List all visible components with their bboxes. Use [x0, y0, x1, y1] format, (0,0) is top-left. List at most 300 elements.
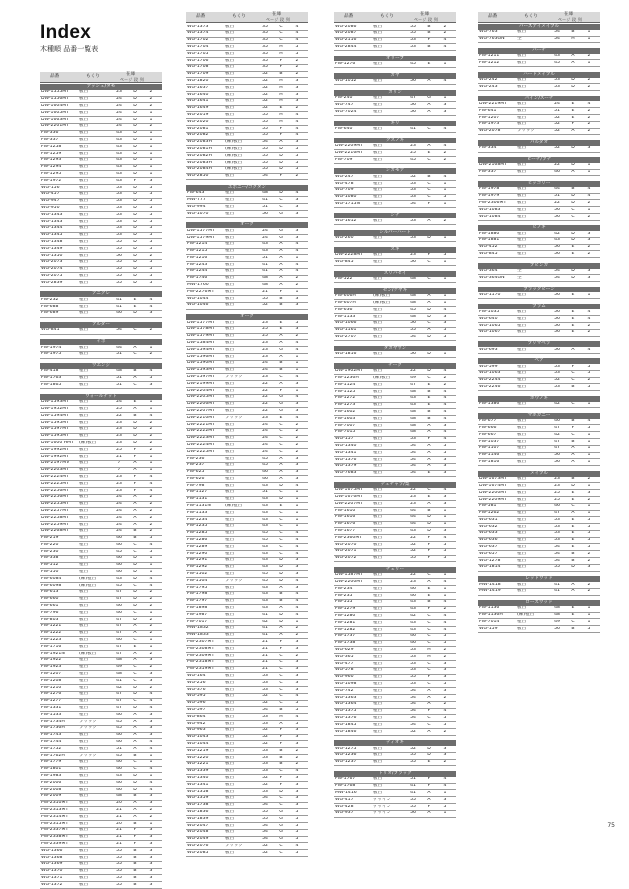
cell-hinban: DW-2201MT: [41, 124, 70, 129]
cell-retsu: 2: [295, 442, 299, 447]
table-row: [186, 470, 308, 477]
cell-retsu: 4: [443, 777, 447, 782]
cell-retsu: 5: [443, 195, 447, 200]
section-header: ローズウッド: [478, 600, 600, 606]
cell-hinban: WG-1368: [41, 855, 63, 860]
cell-dan: F: [427, 535, 431, 540]
cell-mokume: 板目: [225, 606, 235, 611]
cell-page: 46: [116, 760, 122, 765]
cell-mokume: 板目: [79, 219, 89, 224]
cell-retsu: 5: [443, 634, 447, 639]
cell-hinban: DW-2259MT: [41, 522, 70, 527]
cell-dan: B: [279, 748, 283, 753]
cell-hinban: FW-643: [187, 191, 205, 196]
cell-dan: F: [279, 728, 283, 733]
cell-retsu: 3: [149, 311, 153, 316]
cell-page: 22: [262, 388, 268, 393]
cell-retsu: 3: [295, 140, 299, 145]
table-row: [478, 613, 600, 620]
cell-retsu: 4: [443, 144, 447, 149]
cell-hinban: FW-1974: [41, 345, 62, 350]
cell-hinban: FW-1223: [41, 638, 62, 643]
table-row: [334, 102, 456, 109]
cell-retsu: 2: [295, 72, 299, 77]
table-row: [478, 84, 600, 91]
cell-dan: B: [427, 416, 431, 421]
cell-retsu: 2: [587, 78, 591, 83]
cell-mokume: 板目: [225, 612, 235, 617]
cell-dan: D: [571, 238, 575, 243]
cell-hinban: PW-2315MT: [41, 821, 69, 826]
table-row: [40, 841, 162, 848]
cell-page: 43: [262, 558, 268, 563]
cell-dan: A: [279, 255, 283, 260]
cell-mokume: 板目: [225, 714, 235, 719]
cell-mokume: 柾目: [373, 722, 383, 727]
table-row: [478, 347, 600, 354]
page-number: 75: [607, 822, 615, 829]
section-header: シカモア: [334, 168, 456, 174]
cell-dan: F: [133, 481, 137, 486]
cell-page: 23: [262, 374, 268, 379]
cell-retsu: 3: [587, 269, 591, 274]
cell-hinban: WG-242: [479, 78, 498, 83]
cell-mokume: 板目: [79, 733, 89, 738]
cell-page: 21: [116, 828, 122, 833]
cell-page: 46: [116, 712, 122, 717]
cell-page: 56: [554, 214, 560, 219]
cell-dan: E: [279, 327, 283, 332]
cell-mokume: 板目: [517, 497, 527, 502]
cell-dan: C: [571, 214, 575, 219]
cell-mokume: 板目: [225, 646, 235, 651]
table-row: [334, 811, 456, 818]
cell-hinban: WG-596: [187, 701, 206, 706]
cell-dan: C: [279, 38, 283, 43]
cell-mokume: 板目: [79, 454, 89, 459]
cell-page: 48: [554, 606, 560, 611]
cell-retsu: 5: [149, 246, 153, 251]
cell-retsu: 1: [295, 354, 299, 359]
table-row: [40, 382, 162, 389]
cell-hinban: DW-1579MT: [187, 235, 216, 240]
table-row: [186, 558, 308, 565]
cell-page: 22: [410, 535, 416, 540]
cell-dan: D: [279, 565, 283, 570]
cell-hinban: FW-7014: [479, 620, 500, 625]
cell-retsu: 1: [149, 171, 153, 176]
cell-page: 54: [410, 722, 416, 727]
cell-hinban: FW-1295: [41, 171, 62, 176]
cell-mokume: 板目: [225, 283, 235, 288]
table-row: [40, 151, 162, 158]
cell-mokume: 柾目: [373, 593, 383, 598]
cell-hinban: DW-2209MT: [479, 497, 508, 502]
cell-hinban: WG-960: [335, 675, 354, 680]
cell-page: 44: [116, 345, 122, 350]
cell-hinban: WG-994: [187, 204, 206, 209]
cell-hinban: DW-1673MT: [479, 477, 508, 482]
cell-page: 22: [554, 163, 560, 168]
cell-page: 55: [262, 809, 268, 814]
cell-retsu: 2: [443, 219, 447, 224]
cell-hinban: WG-1340: [187, 775, 209, 780]
table-row: [478, 170, 600, 177]
table-row: [334, 181, 456, 188]
cell-hinban: WG-2020: [187, 119, 209, 124]
cell-page: 55: [410, 804, 416, 809]
cell-dan: F: [279, 782, 283, 787]
cell-dan: A: [133, 624, 137, 629]
cell-mokume: 板目: [79, 787, 89, 792]
cell-hinban: WG-2076: [187, 843, 209, 848]
cell-retsu: 5: [149, 205, 153, 210]
cell-dan: B: [133, 794, 137, 799]
cell-dan: E: [571, 517, 575, 522]
table-row: [478, 108, 600, 115]
cell-hinban: FW-1236H: [335, 375, 359, 380]
cell-dan: A: [133, 345, 137, 350]
header-zaiko: 在庫: [272, 11, 282, 17]
cell-retsu: 4: [149, 787, 153, 792]
cell-mokume: 板目: [373, 321, 383, 326]
cell-hinban: DW-1594MT: [41, 413, 70, 418]
cell-dan: F: [427, 38, 431, 43]
cell-retsu: 3: [295, 585, 299, 590]
table-row: [40, 760, 162, 767]
table-row: [334, 157, 456, 164]
cell-dan: D: [133, 617, 137, 622]
cell-retsu: 2: [149, 631, 153, 636]
cell-hinban: FW-555: [335, 600, 353, 605]
cell-retsu: 2: [443, 150, 447, 155]
cell-hinban: WG-2086: [335, 24, 357, 29]
cell-mokume: ブリック: [79, 719, 98, 724]
cell-retsu: 3: [149, 801, 153, 806]
cell-hinban: WG-1702: [187, 38, 209, 43]
cell-mokume: 板目: [517, 122, 527, 127]
cell-page: 53: [116, 219, 122, 224]
cell-mokume: 柾目: [373, 668, 383, 673]
cell-hinban: FW-1504: [187, 578, 208, 583]
cell-dan: E: [571, 606, 575, 611]
cell-hinban: FW-1243: [187, 262, 208, 267]
cell-dan: C: [571, 432, 575, 437]
cell-mokume: 柾目: [517, 524, 527, 529]
header-position: ページ 段 列: [558, 16, 583, 22]
table-row: [186, 44, 308, 51]
cell-retsu: 2: [149, 651, 153, 656]
table-row: [186, 422, 308, 429]
cell-page: 48: [410, 416, 416, 421]
cell-dan: B: [571, 558, 575, 563]
cell-hinban: WG-597: [187, 707, 206, 712]
section-header: キリ: [334, 121, 456, 127]
cell-hinban: WG-1709: [187, 72, 209, 77]
cell-hinban: DW-2203MT: [41, 468, 70, 473]
cell-dan: E: [571, 245, 575, 250]
cell-dan: F: [427, 777, 431, 782]
table-row: [186, 249, 308, 256]
cell-dan: E: [571, 252, 575, 256]
cell-retsu: 2: [149, 529, 153, 534]
cell-mokume: 柾目: [79, 672, 89, 677]
cell-hinban: WG-477: [335, 661, 354, 666]
cell-hinban: WG-1820: [187, 78, 209, 83]
table-row: [478, 538, 600, 545]
cell-dan: A: [133, 658, 137, 663]
cell-page: 53: [262, 748, 268, 753]
table-row: [40, 273, 162, 280]
cell-retsu: 3: [149, 383, 153, 388]
cell-page: 21: [116, 807, 122, 812]
table-row: [186, 565, 308, 572]
cell-page: 44: [410, 522, 416, 527]
cell-mokume: 杢: [517, 37, 522, 42]
table-row: [186, 296, 308, 303]
cell-dan: F: [571, 122, 575, 127]
cell-retsu: 2: [149, 590, 153, 595]
cell-mokume: 板目: [79, 253, 89, 258]
cell-hinban: DW-2228MT: [335, 253, 364, 258]
table-row: [40, 297, 162, 304]
cell-page: 24: [116, 522, 122, 527]
section-header: メイプル: [478, 471, 600, 477]
cell-hinban: FW-1289: [187, 544, 208, 549]
cell-hinban: FW-640: [335, 126, 353, 131]
cell-retsu: 1: [443, 573, 447, 578]
cell-hinban: WG-963: [187, 728, 206, 733]
cell-mokume: 柾目: [79, 685, 89, 690]
cell-hinban: WG-845: [335, 260, 354, 264]
cell-retsu: 4: [295, 24, 299, 29]
cell-hinban: FW-237: [187, 463, 205, 468]
cell-hinban: WG-937: [335, 811, 354, 816]
cell-mokume: 板目: [225, 303, 235, 308]
cell-dan: B: [279, 762, 283, 767]
header-zaiko: 在庫: [564, 11, 574, 17]
cell-page: 24: [116, 495, 122, 500]
table-row: [186, 242, 308, 249]
cell-mokume: 柾目: [517, 347, 527, 352]
table-row: [40, 624, 162, 631]
cell-retsu: 3: [295, 456, 299, 461]
cell-page: 56: [554, 330, 560, 335]
cell-retsu: 2: [295, 422, 299, 427]
table-row: [40, 665, 162, 672]
table-row: [40, 137, 162, 144]
cell-page: 24: [116, 103, 122, 108]
cell-mokume: 柾目: [79, 692, 89, 697]
cell-hinban: WG-1341: [187, 782, 209, 787]
cell-page: 24: [262, 449, 268, 454]
cell-retsu: 1: [149, 454, 153, 459]
table-row: [334, 307, 456, 314]
table-row: [478, 439, 600, 446]
cell-retsu: 1: [443, 586, 447, 591]
cell-page: 23: [116, 474, 122, 479]
cell-dan: D: [279, 612, 283, 617]
cell-page: 53: [410, 648, 416, 653]
table-row: [40, 199, 162, 206]
cell-mokume: 板目: [373, 144, 383, 149]
table-row: [40, 644, 162, 651]
cell-hinban: WG-2081H: [187, 146, 212, 151]
cell-dan: A: [279, 470, 283, 475]
table-row: [186, 235, 308, 242]
section-gap: [334, 68, 456, 72]
cell-hinban: WG-2085: [187, 850, 209, 855]
cell-page: 54: [410, 457, 416, 462]
section-gap: [478, 466, 600, 470]
cell-mokume: 柾目: [517, 446, 527, 451]
cell-dan: D: [133, 158, 137, 163]
cell-hinban: MW-1760: [187, 283, 209, 288]
cell-dan: A: [427, 790, 431, 795]
cell-page: 46: [116, 740, 122, 744]
table-row: [40, 304, 162, 311]
table-row: [186, 585, 308, 592]
cell-mokume: 板目: [517, 54, 527, 59]
cell-hinban: FW-1743: [41, 733, 62, 738]
cell-dan: A: [571, 54, 575, 59]
cell-page: 22: [410, 573, 416, 578]
cell-mokume: 板目: [373, 784, 383, 789]
cell-retsu: 1: [443, 188, 447, 193]
cell-mokume: 柾目: [79, 706, 89, 711]
cell-hinban: FW-1603: [335, 416, 356, 421]
cell-mokume: デザイン: [373, 804, 392, 809]
cell-dan: A: [427, 103, 431, 108]
cell-hinban: FW-1676: [335, 522, 356, 527]
cell-dan: B: [279, 361, 283, 366]
cell-retsu: 2: [443, 695, 447, 700]
cell-retsu: 4: [443, 627, 447, 632]
cell-retsu: 1: [149, 644, 153, 649]
table-row: [478, 122, 600, 129]
cell-mokume: 柾目: [373, 607, 383, 612]
cell-hinban: FW-1975: [41, 352, 62, 357]
table-row: [334, 722, 456, 729]
cell-retsu: 4: [443, 396, 447, 401]
cell-mokume: 板目: [225, 837, 235, 842]
cell-hinban: DW-2224MT: [41, 474, 70, 479]
cell-mokume: 板目: [225, 585, 235, 590]
cell-page: 56: [554, 292, 560, 297]
cell-dan: A: [571, 589, 575, 594]
cell-retsu: 4: [443, 620, 447, 625]
cell-retsu: 2: [295, 58, 299, 63]
table-row: [334, 753, 456, 760]
cell-retsu: 5: [149, 212, 153, 217]
cell-hinban: FW-7007: [335, 423, 356, 428]
table-row: [334, 528, 456, 535]
cell-page: 43: [116, 131, 122, 136]
cell-hinban: WG-1649: [187, 106, 209, 111]
cell-retsu: 4: [149, 413, 153, 418]
cell-hinban: DW-1577MT: [187, 228, 216, 233]
cell-hinban: DW-2223MT: [187, 436, 216, 441]
cell-retsu: 5: [587, 364, 591, 369]
cell-page: 56: [554, 316, 560, 321]
cell-dan: B: [427, 44, 431, 49]
section-gap: [334, 116, 456, 120]
cell-mokume: (練)柾目: [79, 583, 97, 588]
cell-retsu: 2: [149, 597, 153, 602]
table-row: [40, 158, 162, 165]
cell-page: 54: [262, 140, 268, 145]
cell-mokume: 板目: [373, 328, 383, 333]
cell-hinban: PW-2339MT: [41, 841, 69, 846]
cell-retsu: 3: [443, 797, 447, 802]
cell-retsu: 5: [149, 549, 153, 554]
cell-dan: E: [427, 62, 431, 67]
cell-retsu: 4: [295, 606, 299, 611]
table-row: [186, 395, 308, 402]
cell-hinban: WG-1715N: [335, 201, 360, 206]
cell-dan: A: [427, 695, 431, 700]
cell-retsu: 4: [295, 262, 299, 267]
cell-page: 41: [262, 612, 268, 617]
cell-hinban: DW-2216MT: [335, 150, 364, 155]
table-row: [186, 340, 308, 347]
section-header: シルバーハート: [334, 230, 456, 236]
cell-dan: C: [279, 204, 283, 209]
cell-mokume: 板目: [225, 106, 235, 111]
cell-dan: A: [427, 328, 431, 333]
cell-retsu: 4: [149, 740, 153, 744]
cell-page: 55: [262, 167, 268, 172]
table-row: [40, 103, 162, 110]
cell-mokume: 板目: [225, 78, 235, 83]
cell-retsu: 5: [295, 837, 299, 842]
cell-mokume: 板目: [79, 801, 89, 806]
cell-hinban: WG-632: [479, 524, 498, 529]
cell-hinban: FW-236: [187, 456, 205, 461]
cell-hinban: FW-235: [335, 593, 353, 598]
cell-mokume: 板目: [79, 151, 89, 156]
cell-hinban: FW-1973: [479, 122, 500, 127]
cell-page: 54: [410, 688, 416, 693]
cell-retsu: 2: [295, 276, 299, 281]
table-row: [186, 197, 308, 204]
cell-retsu: 2: [149, 522, 153, 527]
page-title: Index: [40, 22, 92, 43]
cell-dan: B: [133, 882, 137, 887]
cell-dan: G: [279, 809, 283, 814]
cell-retsu: 3: [295, 775, 299, 780]
cell-hinban: WG-1043: [187, 735, 209, 740]
cell-retsu: 3: [149, 712, 153, 717]
cell-retsu: 3: [295, 470, 299, 475]
cell-retsu: 1: [587, 163, 591, 168]
table-row: [186, 228, 308, 235]
table-row: [40, 474, 162, 481]
section-gap: [478, 258, 600, 262]
cell-mokume: 柾目: [517, 504, 527, 509]
section-header: プラム: [478, 304, 600, 310]
cell-hinban: FW-1272: [335, 396, 356, 401]
cell-hinban: WG-1738: [187, 803, 209, 808]
table-row: [186, 112, 308, 119]
cell-dan: G: [279, 235, 283, 240]
cell-retsu: 1: [587, 432, 591, 437]
table-row: [40, 875, 162, 882]
cell-retsu: 5: [149, 199, 153, 204]
cell-retsu: 4: [295, 578, 299, 583]
cell-mokume: 板目: [517, 187, 527, 192]
cell-retsu: 3: [149, 835, 153, 840]
